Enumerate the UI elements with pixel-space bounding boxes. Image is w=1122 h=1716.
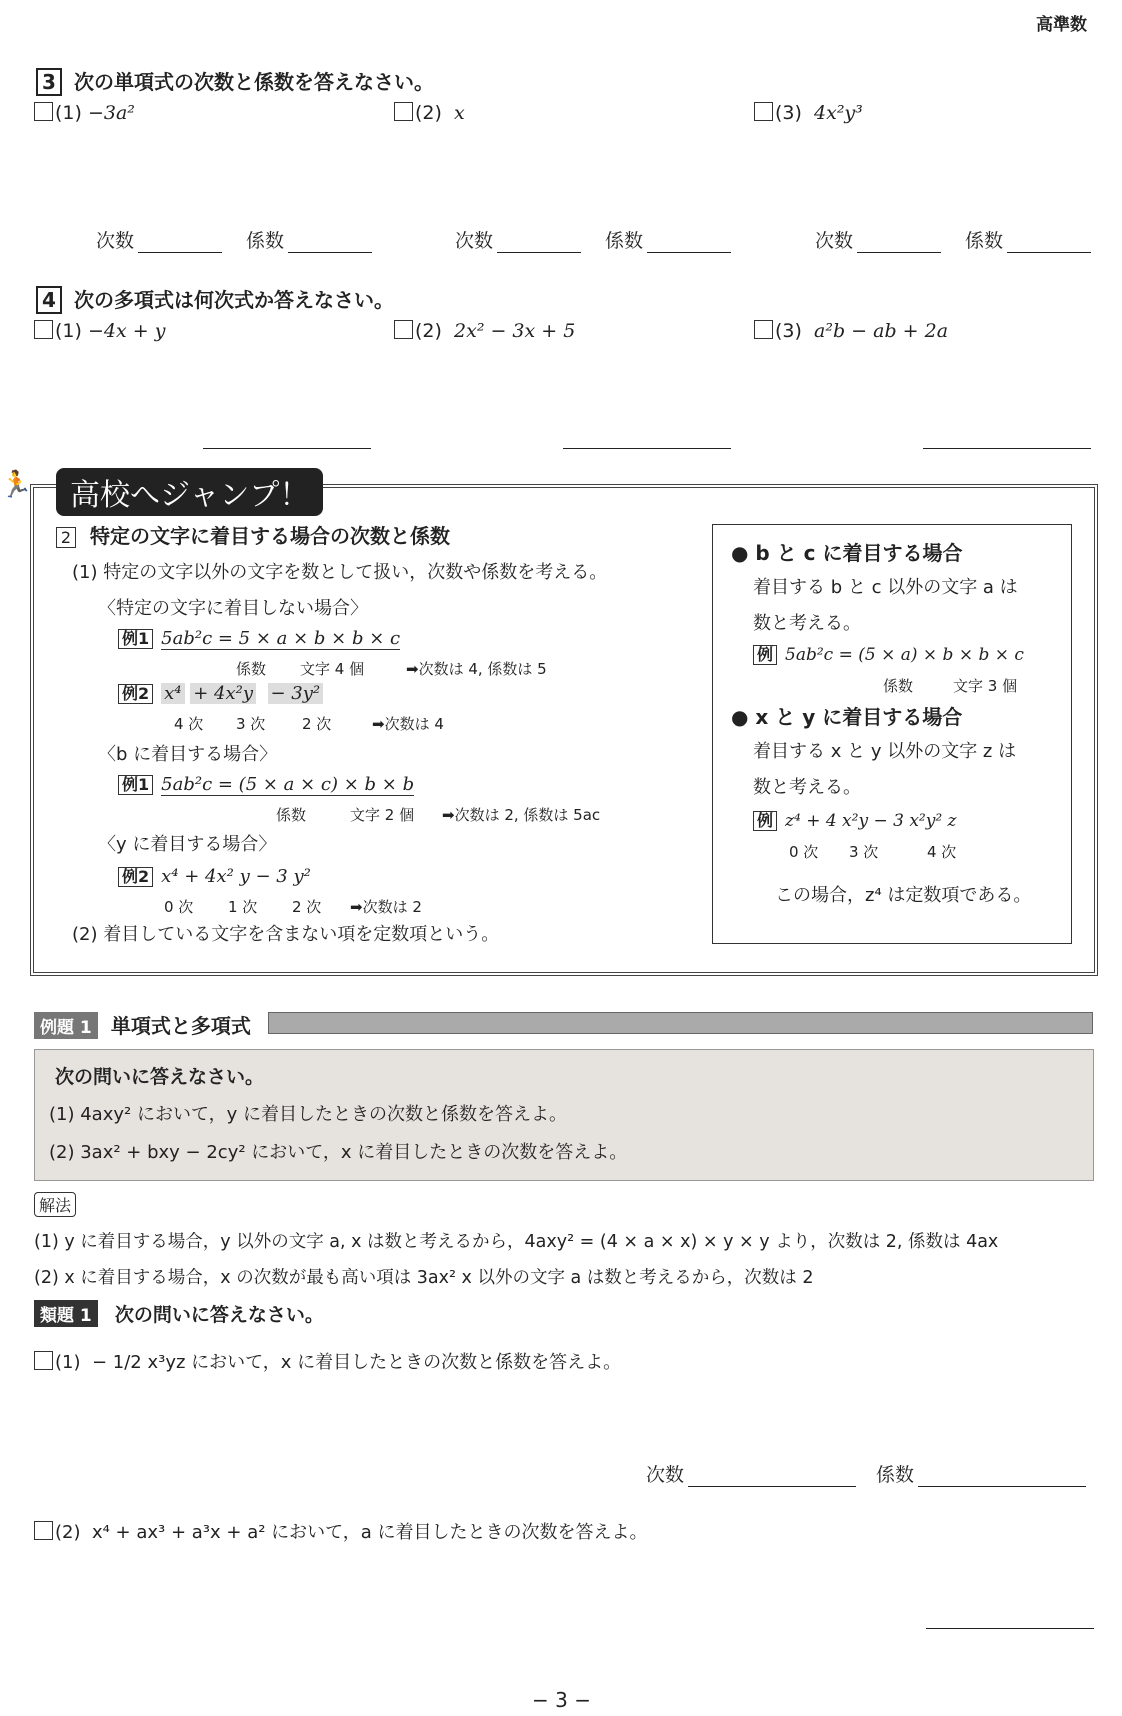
q4-number: 4 bbox=[36, 286, 62, 314]
right-t1b: 数と考える。 bbox=[753, 613, 861, 634]
right-h1: ● b と c に着目する場合 bbox=[731, 541, 963, 565]
reidai-q1: (1) 4axy² において，y に着目したときの次数と係数を答えよ。 bbox=[49, 1104, 567, 1125]
jump-tab: 高校へジャンプ！ bbox=[56, 468, 323, 516]
q4-2-answer-line[interactable] bbox=[563, 448, 731, 449]
right-ex2-deg-2: 3 次 bbox=[849, 843, 879, 861]
case-b: 〈b に着目する場合〉 bbox=[98, 744, 278, 765]
exy-deg-3: 2 次 bbox=[292, 898, 322, 916]
checkbox[interactable] bbox=[34, 102, 53, 121]
reidai-q2: (2) 3ax² + bxy − 2cy² において，x に着目したときの次数を答えよ。 bbox=[49, 1142, 628, 1163]
level-label: 高準数 bbox=[1036, 15, 1087, 35]
kaihou-a1: (1) y に着目する場合，y 以外の文字 a, x は数と考えるから，4axy² = (4 × a × x) × y × y より，次数は 2, 係数は 4ax bbox=[34, 1232, 999, 1252]
jump-heading: 2 特定の文字に着目する場合の次数と係数 bbox=[56, 520, 450, 549]
ruidai-q2[interactable]: (2) x⁴ + ax³ + a³x + a² において，a に着目したときの次数を答えよ。 bbox=[34, 1518, 648, 1544]
right-note: この場合，z⁴ は定数項である。 bbox=[775, 885, 1032, 906]
kaihou-tag: 解法 bbox=[34, 1192, 76, 1217]
checkbox[interactable] bbox=[34, 1351, 53, 1370]
ex2: 例2 x⁴ + 4x²y − 3y² bbox=[118, 683, 323, 704]
ex2-deg-1: 4 次 bbox=[174, 715, 204, 733]
reidai-prompt: 次の問いに答えなさい。 bbox=[55, 1066, 265, 1088]
q3-3-answers: 次数 係数 bbox=[815, 226, 1091, 253]
reidai-bar bbox=[268, 1012, 1093, 1034]
right-ex1: 例 5ab²c = (5 × a) × b × b × c bbox=[753, 645, 1024, 665]
ex-y: 例2 x⁴ + 4x² y − 3 y² bbox=[118, 866, 311, 887]
ruidai-tag: 類題 1 bbox=[34, 1300, 98, 1327]
exb-sub-chars: 文字 2 個 bbox=[350, 806, 415, 824]
exb-sub-coef: 係数 bbox=[276, 806, 307, 824]
checkbox[interactable] bbox=[394, 102, 413, 121]
q3-item-1[interactable]: (1) −3a² bbox=[34, 102, 135, 124]
q4-heading bbox=[36, 284, 394, 314]
ex2-deg-2: 3 次 bbox=[236, 715, 266, 733]
case-none: 〈特定の文字に着目しない場合〉 bbox=[98, 598, 368, 619]
q4-item-3[interactable]: (3) a²b − ab + 2a bbox=[754, 320, 948, 342]
right-ex2-deg-1: 0 次 bbox=[789, 843, 819, 861]
answer-blank[interactable] bbox=[497, 232, 581, 253]
answer-blank[interactable] bbox=[857, 232, 941, 253]
ruidai-heading bbox=[34, 1300, 324, 1327]
right-t1a: 着目する b と c 以外の文字 a は bbox=[753, 577, 1018, 598]
runner-icon: 🏃 bbox=[0, 470, 33, 500]
page-number: − 3 − bbox=[532, 1688, 591, 1712]
checkbox[interactable] bbox=[754, 320, 773, 339]
q3-2-answers: 次数 係数 bbox=[455, 226, 731, 253]
answer-blank[interactable] bbox=[647, 232, 731, 253]
answer-blank[interactable] bbox=[918, 1466, 1086, 1487]
ex1-sub-coef: 係数 bbox=[236, 660, 267, 678]
right-h2: ● x と y に着目する場合 bbox=[731, 705, 963, 729]
answer-blank[interactable] bbox=[138, 232, 222, 253]
right-ex1-chars: 文字 3 個 bbox=[953, 677, 1018, 695]
exy-deg-1: 0 次 bbox=[164, 898, 194, 916]
q3-heading bbox=[36, 66, 434, 96]
right-ex2-deg-3: 4 次 bbox=[927, 843, 957, 861]
answer-blank[interactable] bbox=[1007, 232, 1091, 253]
q4-title: 次の多項式は何次式か答えなさい。 bbox=[74, 288, 394, 312]
reidai-heading bbox=[34, 1010, 251, 1039]
q3-1-answers: 次数 係数 bbox=[96, 226, 372, 253]
right-ex1-coef: 係数 bbox=[883, 677, 914, 695]
answer-blank[interactable] bbox=[688, 1466, 856, 1487]
exb-result: ➡次数は 2, 係数は 5ac bbox=[442, 806, 601, 824]
ruidai-q2-answer-line[interactable] bbox=[926, 1628, 1094, 1629]
ex1-sub-chars: 文字 4 個 bbox=[300, 660, 365, 678]
q4-1-answer-line[interactable] bbox=[203, 448, 371, 449]
exy-deg-2: 1 次 bbox=[228, 898, 258, 916]
jump-p1: (1) 特定の文字以外の文字を数として扱い，次数や係数を考える。 bbox=[72, 562, 608, 583]
reidai-title: 単項式と多項式 bbox=[110, 1014, 251, 1038]
ruidai-prompt: 次の問いに答えなさい。 bbox=[114, 1304, 324, 1326]
reidai-tag: 例題 1 bbox=[34, 1012, 98, 1039]
ex-b: 例1 5ab²c = (5 × a × c) × b × b bbox=[118, 774, 414, 795]
q4-3-answer-line[interactable] bbox=[923, 448, 1091, 449]
q3-item-2[interactable]: (2) x bbox=[394, 102, 465, 124]
case-y: 〈y に着目する場合〉 bbox=[98, 834, 277, 855]
checkbox[interactable] bbox=[34, 1521, 53, 1540]
ruidai-q1-answers: 次数 係数 bbox=[646, 1460, 1086, 1487]
ex1: 例1 5ab²c = 5 × a × b × b × c bbox=[118, 628, 400, 649]
jump-p2: (2) 着目している文字を含まない項を定数項という。 bbox=[72, 924, 500, 945]
right-box bbox=[712, 524, 1072, 944]
q3-item-3[interactable]: (3) 4x²y³ bbox=[754, 102, 863, 124]
checkbox[interactable] bbox=[394, 320, 413, 339]
checkbox[interactable] bbox=[754, 102, 773, 121]
right-ex2: 例 z⁴ + 4 x²y − 3 x²y² z bbox=[753, 811, 957, 831]
ex2-deg-3: 2 次 bbox=[302, 715, 332, 733]
right-t2a: 着目する x と y 以外の文字 z は bbox=[753, 741, 1017, 762]
ruidai-q1[interactable]: (1) − 1/2 x³yz において，x に着目したときの次数と係数を答えよ。 bbox=[34, 1348, 621, 1374]
reidai-question-box bbox=[34, 1049, 1094, 1181]
right-t2b: 数と考える。 bbox=[753, 777, 861, 798]
q4-item-1[interactable]: (1) −4x + y bbox=[34, 320, 165, 342]
answer-blank[interactable] bbox=[288, 232, 372, 253]
q3-number: 3 bbox=[36, 68, 62, 96]
ex1-result: ➡次数は 4, 係数は 5 bbox=[406, 660, 547, 678]
checkbox[interactable] bbox=[34, 320, 53, 339]
ex2-result: ➡次数は 4 bbox=[372, 715, 444, 733]
kaihou-a2: (2) x に着目する場合，x の次数が最も高い項は 3ax² x 以外の文字 a は数と考えるから，次数は 2 bbox=[34, 1268, 814, 1288]
exy-result: ➡次数は 2 bbox=[350, 898, 422, 916]
q3-title: 次の単項式の次数と係数を答えなさい。 bbox=[74, 70, 434, 94]
q4-item-2[interactable]: (2) 2x² − 3x + 5 bbox=[394, 320, 575, 342]
